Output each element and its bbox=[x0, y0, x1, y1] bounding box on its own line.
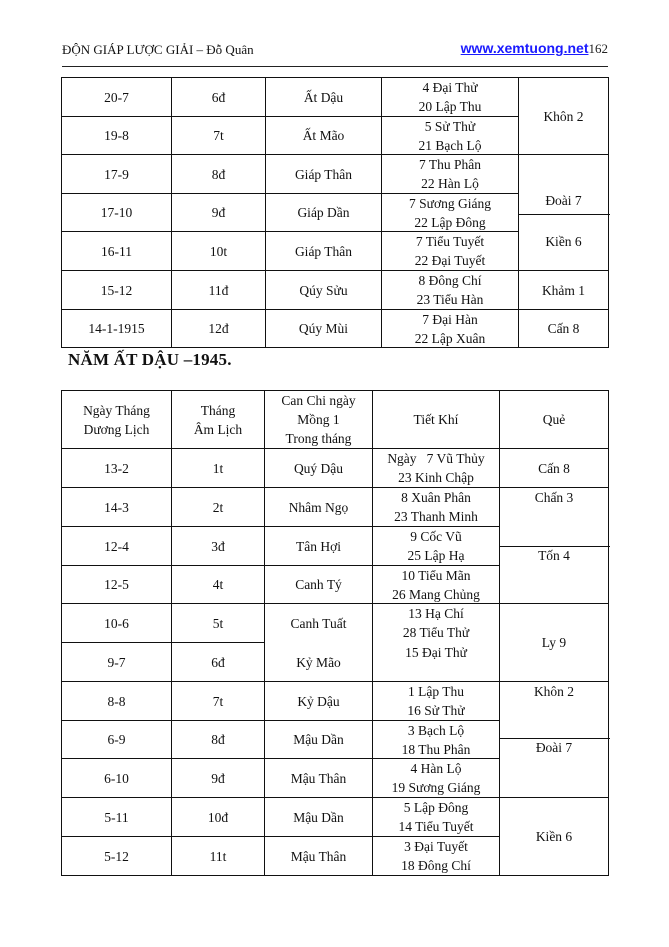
table-cell-lunar: 2t bbox=[212, 499, 224, 515]
tietkhi-line-1: 1 Lập Thu bbox=[408, 684, 464, 699]
table-cell-que: Ly 9 bbox=[541, 635, 567, 650]
table-cell-canchi: Ất Dậu bbox=[303, 89, 344, 105]
col-divider bbox=[608, 77, 609, 348]
table-cell-date: 15-12 bbox=[100, 282, 133, 298]
col-divider bbox=[608, 390, 609, 876]
table-cell-tietkhi bbox=[382, 194, 518, 231]
table-cell-date: 19-8 bbox=[104, 128, 129, 143]
table-cell-date: 14-3 bbox=[104, 499, 129, 515]
table-cell-canchi: Tân Hợi bbox=[295, 538, 341, 554]
table-cell-que: Tốn 4 bbox=[538, 547, 570, 563]
header-line: Tháng bbox=[200, 402, 236, 418]
table-cell-canchi: Mậu Dần bbox=[293, 732, 344, 747]
tietkhi-line-1: 4 Hàn Lộ bbox=[410, 761, 462, 776]
table-cell-date: 12-5 bbox=[104, 577, 129, 592]
tietkhi-line-1: Ngày 7 Vũ Thủy bbox=[387, 451, 485, 466]
tietkhi-line-1: 13 Hạ Chí bbox=[408, 606, 464, 621]
table-cell-date: 13-2 bbox=[104, 460, 129, 476]
table-cell-lunar: 10đ bbox=[207, 809, 229, 825]
table-cell-canchi: Giáp Thân bbox=[294, 243, 353, 259]
table-cell-date: 20-7 bbox=[104, 89, 129, 105]
tietkhi-line-2: 20 Lập Thu bbox=[418, 99, 482, 114]
tietkhi-line-2: 18 Đông Chí bbox=[401, 858, 471, 873]
table-cell-tietkhi bbox=[382, 117, 518, 154]
table-cell-lunar: 8đ bbox=[211, 166, 226, 182]
tietkhi-line-1: 5 Lập Đông bbox=[403, 800, 469, 815]
tietkhi-line-1: 3 Đại Tuyết bbox=[404, 839, 468, 854]
tietkhi-line-2: 22 Lập Đông bbox=[414, 214, 486, 230]
table-cell-date: 9-7 bbox=[107, 654, 126, 670]
tietkhi-line-1: 8 Đông Chí bbox=[418, 273, 482, 288]
tietkhi-line-2: 23 Tiểu Hàn bbox=[416, 292, 484, 307]
header-right bbox=[461, 40, 608, 57]
tietkhi-line-1: 9 Cốc Vũ bbox=[410, 529, 462, 544]
table-cell-tietkhi: 15 Đại Thử bbox=[405, 644, 467, 660]
table-cell-canchi: Nhâm Ngọ bbox=[288, 499, 349, 515]
table-cell-lunar: 11đ bbox=[208, 282, 229, 298]
table-cell-date: 5-12 bbox=[104, 848, 129, 864]
tietkhi-line-2: 19 Sương Giáng bbox=[391, 780, 481, 795]
table-cell-que: Đoài 7 bbox=[545, 192, 582, 208]
table-cell-lunar: 3đ bbox=[211, 538, 225, 554]
table-cell-date: 8-8 bbox=[107, 693, 126, 709]
table-cell-lunar: 6đ bbox=[211, 654, 225, 670]
tietkhi-line-1: 5 Sử Thử bbox=[424, 118, 476, 134]
table-cell-canchi: Kỷ Dậu bbox=[297, 693, 340, 709]
table-cell-lunar: 7t bbox=[213, 128, 224, 143]
table-cell-date: 14-1-1915 bbox=[88, 321, 145, 336]
tietkhi-line-2: 16 Sử Thử bbox=[407, 703, 465, 718]
table-cell-tietkhi bbox=[373, 759, 499, 797]
table-cell-lunar: 1t bbox=[212, 460, 224, 476]
table-cell-tietkhi bbox=[382, 310, 518, 347]
tietkhi-line-1: 3 Bạch Lộ bbox=[407, 722, 465, 738]
table-cell-que: Khảm 1 bbox=[541, 282, 586, 298]
table-cell-que: Khôn 2 bbox=[543, 108, 584, 124]
tietkhi-line-2: 18 Thu Phân bbox=[401, 741, 471, 757]
table-cell-canchi: Mậu Thân bbox=[290, 848, 347, 864]
table-cell-lunar: 12đ bbox=[208, 321, 229, 336]
website-link[interactable]: www.xemtuong.net bbox=[460, 40, 589, 56]
tietkhi-line-2: 23 Kinh Chập bbox=[398, 470, 474, 485]
tietkhi-line-1: 4 Đại Thử bbox=[422, 80, 478, 95]
table-cell-date: 17-9 bbox=[104, 166, 129, 182]
table-border bbox=[61, 875, 609, 876]
table-cell-que: Kiền 6 bbox=[535, 829, 573, 844]
header-line: Dương Lịch bbox=[83, 421, 150, 437]
table-cell-que: Đoài 7 bbox=[535, 739, 573, 755]
tietkhi-line-2: 25 Lập Hạ bbox=[407, 548, 465, 563]
table-cell-tietkhi bbox=[373, 566, 499, 603]
table-cell-canchi: Ất Mão bbox=[302, 128, 345, 143]
table-cell-date: 17-10 bbox=[100, 205, 133, 220]
tietkhi-line-1: 7 Tiểu Tuyết bbox=[415, 234, 485, 249]
table-cell-lunar: 5t bbox=[212, 615, 224, 631]
table-cell-que: Kiền 6 bbox=[545, 233, 582, 249]
table-cell-date: 10-6 bbox=[104, 615, 129, 631]
table-cell-tietkhi bbox=[382, 78, 518, 116]
table-cell-date: 6-9 bbox=[107, 732, 126, 747]
table-cell-canchi: Giáp Dần bbox=[297, 205, 350, 220]
table-cell-lunar: 8đ bbox=[211, 732, 225, 747]
table-cell-lunar: 9đ bbox=[211, 205, 226, 220]
table-cell-lunar: 10t bbox=[209, 243, 228, 259]
table-cell-canchi: Mậu Dần bbox=[293, 809, 344, 825]
table-cell-tietkhi bbox=[382, 271, 518, 309]
column-header-date bbox=[62, 391, 171, 448]
tietkhi-line-2: 23 Thanh Minh bbox=[394, 509, 478, 524]
tietkhi-line-2: 28 Tiểu Thử bbox=[402, 625, 470, 640]
header-divider bbox=[62, 66, 608, 67]
table-cell-tietkhi bbox=[373, 837, 499, 875]
header-line: Mồng 1 bbox=[297, 412, 340, 427]
column-header-tietkhi: Tiết Khí bbox=[413, 412, 459, 427]
tietkhi-line-1: 7 Sương Giáng bbox=[409, 195, 491, 211]
table-cell-date: 6-10 bbox=[104, 770, 129, 786]
table-cell-canchi: Qúy Mùi bbox=[298, 321, 349, 336]
table-cell-tietkhi bbox=[373, 527, 499, 565]
table-cell-que: Chấn 3 bbox=[534, 489, 574, 505]
table-cell-canchi: Quý Dậu bbox=[293, 460, 344, 476]
table-cell-tietkhi bbox=[373, 721, 499, 758]
table-cell-tietkhi bbox=[382, 155, 518, 193]
table-cell-date: 5-11 bbox=[104, 809, 129, 825]
table-cell-canchi: Mậu Thân bbox=[290, 770, 347, 786]
table-cell-date: 16-11 bbox=[101, 243, 132, 259]
table-cell-que: Cấn 8 bbox=[538, 460, 570, 476]
table-cell-que: Khôn 2 bbox=[533, 683, 575, 699]
header-line: Ngày Tháng bbox=[83, 402, 150, 418]
tietkhi-line-2: 26 Mang Chủng bbox=[392, 586, 480, 602]
tietkhi-line-2: 21 Bạch Lộ bbox=[418, 137, 482, 153]
column-header-que: Quẻ bbox=[542, 412, 566, 427]
table-cell-date: 12-4 bbox=[104, 538, 129, 554]
tietkhi-line-2: 14 Tiểu Tuyết bbox=[398, 819, 474, 834]
table-cell-canchi: Kỷ Mão bbox=[296, 654, 341, 670]
column-header-canchi bbox=[265, 391, 372, 448]
table-cell-tietkhi bbox=[373, 604, 499, 642]
table-cell-tietkhi bbox=[373, 798, 499, 836]
table-cell-lunar: 4t bbox=[212, 577, 224, 592]
tietkhi-line-2: 22 Lập Xuân bbox=[414, 330, 486, 346]
table-cell-lunar: 9đ bbox=[211, 770, 225, 786]
section-title: NĂM ẤT DẬU –1945. bbox=[68, 350, 232, 369]
column-header-lunar bbox=[172, 391, 264, 448]
tietkhi-line-2: 22 Đại Tuyết bbox=[414, 253, 486, 268]
table-cell-canchi: Giáp Thân bbox=[294, 166, 353, 182]
header-line: Âm Lịch bbox=[193, 421, 243, 437]
table-cell-lunar: 11t bbox=[209, 848, 227, 864]
tietkhi-line-1: 10 Tiểu Mãn bbox=[401, 567, 471, 583]
table-cell-canchi: Canh Tý bbox=[295, 577, 342, 592]
table-cell-tietkhi bbox=[373, 682, 499, 720]
header-line: Trong tháng bbox=[285, 431, 352, 446]
page-header bbox=[62, 40, 608, 62]
table-cell-tietkhi bbox=[373, 488, 499, 526]
page-number: 162 bbox=[588, 41, 608, 56]
tietkhi-line-1: 8 Xuân Phân bbox=[401, 490, 471, 505]
table-cell-canchi: Canh Tuất bbox=[290, 615, 347, 631]
table-cell-que: Cấn 8 bbox=[547, 321, 580, 336]
table-border bbox=[61, 347, 609, 348]
tietkhi-line-2: 22 Hàn Lộ bbox=[421, 176, 479, 191]
table-cell-lunar: 7t bbox=[212, 693, 224, 709]
table-cell-tietkhi bbox=[382, 232, 518, 270]
book-title: ĐỘN GIÁP LƯỢC GIẢI – Đỗ Quân bbox=[62, 42, 254, 57]
tietkhi-line-1: 7 Thu Phân bbox=[418, 157, 481, 172]
table-cell-tietkhi bbox=[373, 449, 499, 487]
header-line: Can Chi ngày bbox=[281, 393, 356, 408]
table-cell-lunar: 6đ bbox=[211, 89, 226, 105]
table-cell-canchi: Qúy Sửu bbox=[299, 282, 348, 298]
tietkhi-line-1: 7 Đại Hàn bbox=[422, 311, 478, 327]
